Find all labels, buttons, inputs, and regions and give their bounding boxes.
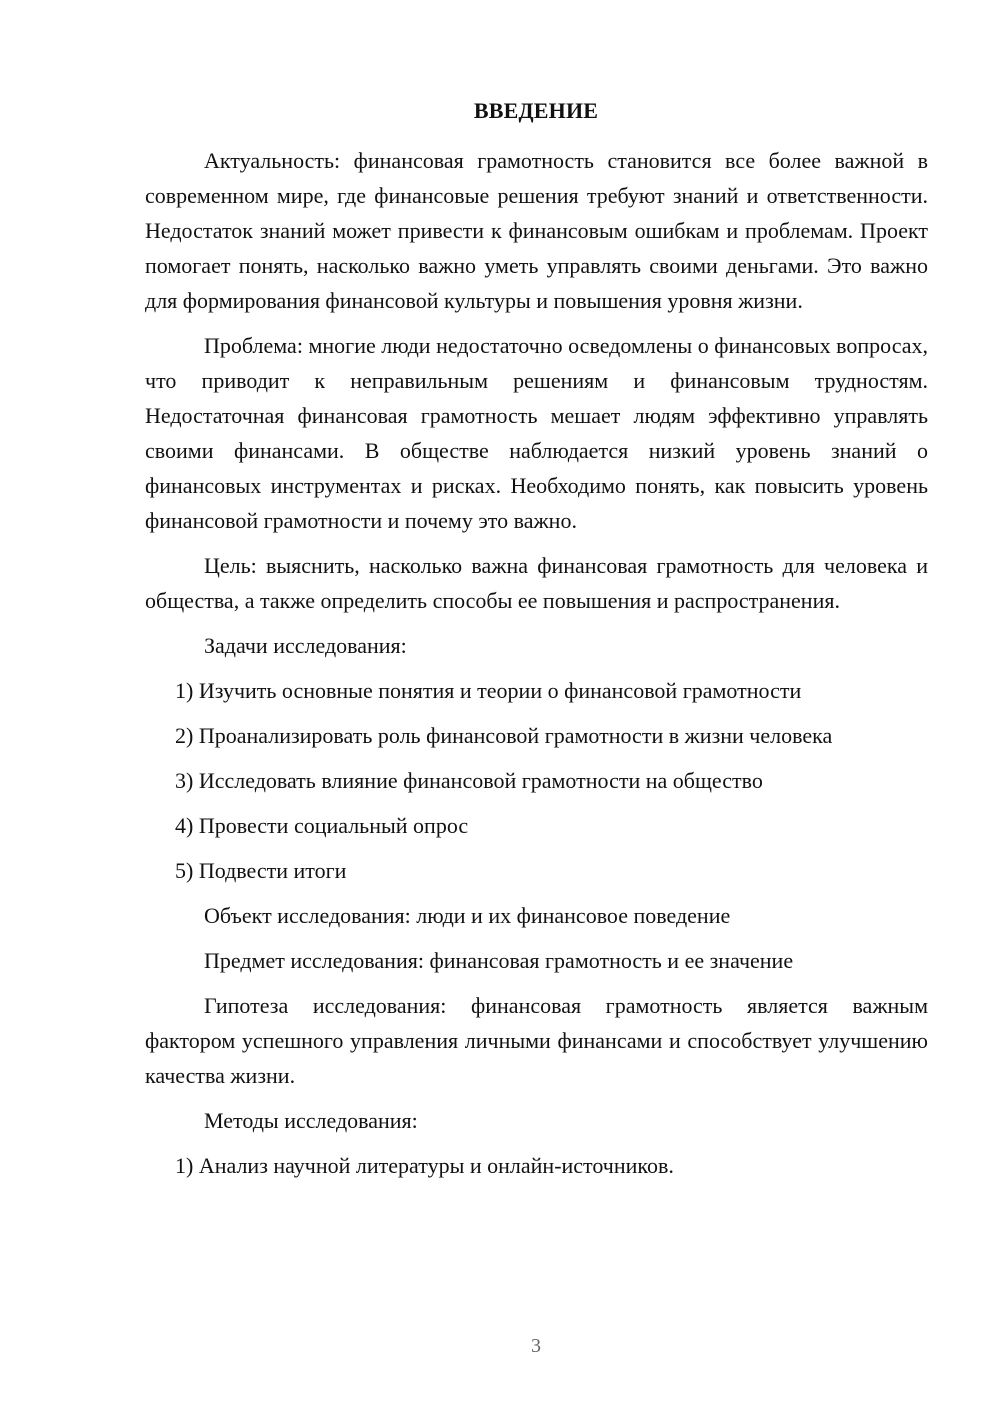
methods-heading: Методы исследования: [204, 1108, 418, 1133]
spacer [145, 663, 928, 673]
spacer [145, 888, 928, 898]
page-number: 3 [531, 1335, 541, 1357]
spacer [145, 843, 928, 853]
section-title: ВВЕДЕНИЕ [473, 98, 599, 123]
task-item: 4) Провести социальный опрос [175, 813, 469, 838]
spacer [145, 753, 928, 763]
spacer [145, 318, 928, 328]
spacer [145, 538, 928, 548]
research-subject: Предмет исследования: финансовая грамотность и ее значение [204, 948, 794, 973]
tasks-heading: Задачи исследования: [204, 633, 407, 658]
spacer [145, 978, 928, 988]
paragraph-relevance: Актуальность: финансовая грамотность становится все более важной в современном мире, где финансовые решения требуют знаний и ответственности. Недостаток знаний может привести к финансовым ошибкам и проблемам. Проект помогает понять, насколько важно уметь управлять своими деньгами. Это важно для формирования финансовой культуры и повышения уровня жизни. [145, 148, 928, 313]
spacer [145, 933, 928, 943]
paragraph-goal: Цель: выяснить, насколько важна финансовая грамотность для человека и общества, а также определить способы ее повышения и распространения. [145, 553, 928, 613]
task-item: 2) Проанализировать роль финансовой грамотности в жизни человека [175, 723, 833, 748]
paragraph-hypothesis: Гипотеза исследования: финансовая грамотность является важным фактором успешного управления личными финансами и способствует улучшению качества жизни. [145, 993, 928, 1088]
document-body [145, 143, 928, 1183]
research-object: Объект исследования: люди и их финансовое поведение [204, 903, 731, 928]
spacer [145, 708, 928, 718]
spacer [145, 618, 928, 628]
spacer [145, 798, 928, 808]
task-item: 5) Подвести итоги [175, 858, 347, 883]
spacer [145, 1093, 928, 1103]
paragraph-problem: Проблема: многие люди недостаточно осведомлены о финансовых вопросах, что приводит к неправильным решениям и финансовым трудностям. Недостаточная финансовая грамотность мешает людям эффективно управлять своими финансами. В обществе наблюдается низкий уровень знаний о финансовых инструментах и рисках. Необходимо понять, как повысить уровень финансовой грамотности и почему это важно. [145, 333, 928, 533]
method-item: 1) Анализ научной литературы и онлайн-источников. [175, 1153, 674, 1178]
spacer [145, 1138, 928, 1148]
task-item: 3) Исследовать влияние финансовой грамотности на общество [175, 768, 763, 793]
task-item: 1) Изучить основные понятия и теории о финансовой грамотности [175, 678, 802, 703]
